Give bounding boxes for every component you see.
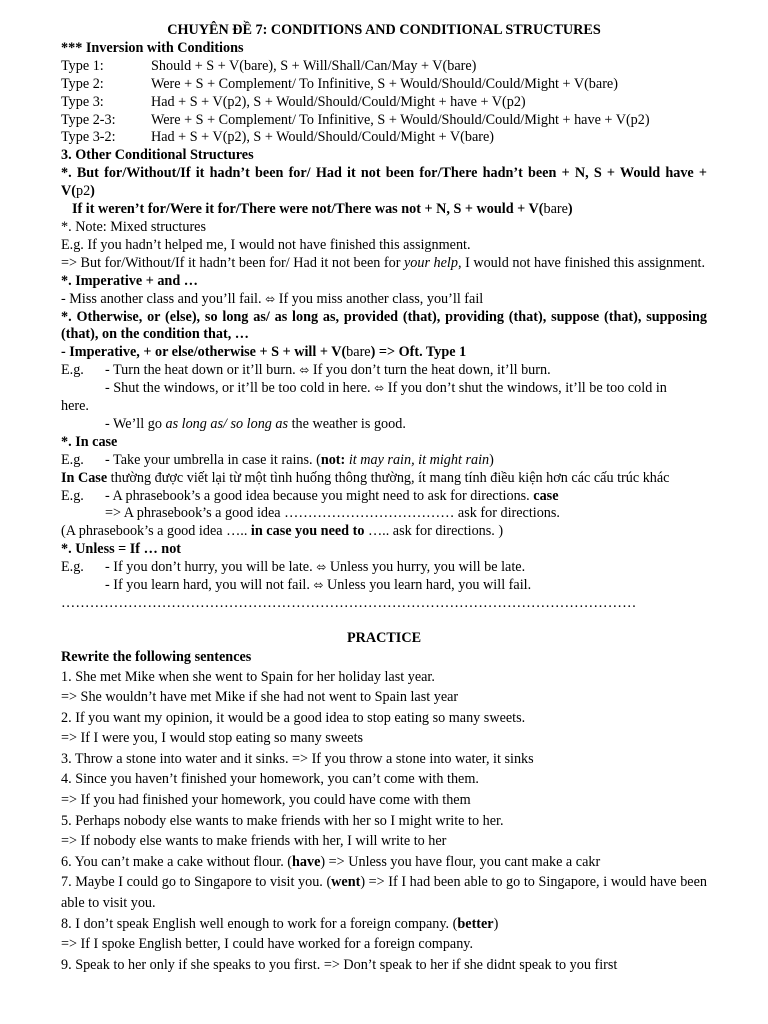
equivalence-arrow-icon: ⬄ bbox=[316, 560, 327, 575]
practice-line: 1. She met Mike when she went to Spain for her holiday last year. bbox=[61, 668, 435, 685]
text: ) => If I had been able to go to Singapore, i would have been able to visit you. bbox=[61, 874, 707, 912]
practice-line: 3. Throw a stone into water and it sinks. => If you throw a stone into water, it sinks bbox=[61, 750, 534, 767]
bold-text: not: bbox=[320, 451, 346, 468]
practice-section bbox=[61, 628, 707, 975]
type-formula: Had + S + V(p2), S + Would/Should/Could/Might + V(bare) bbox=[151, 129, 494, 146]
formula-text: If it weren’t for/Were it for/There were not/There was not + N, S + would + V( bbox=[72, 201, 544, 218]
example-line bbox=[61, 452, 707, 470]
text: - If you don’t hurry, you will be late. bbox=[105, 559, 317, 576]
bold-text: in case you need to bbox=[250, 523, 365, 540]
text: 7. Maybe I could go to Singapore to visit you. ( bbox=[61, 874, 332, 891]
type-formula: Were + S + Complement/ To Infinitive, S + Would/Should/Could/Might + V(bare) bbox=[151, 75, 618, 92]
otherwise-formula bbox=[61, 344, 707, 362]
text: ) bbox=[489, 451, 494, 468]
bold-text: In Case bbox=[61, 469, 108, 486]
text: 8. I don’t speak English well enough to work for a foreign company. ( bbox=[61, 915, 458, 932]
imperative-heading: *. Imperative + and … bbox=[61, 272, 198, 289]
text: - Turn the heat down or it’ll burn. bbox=[105, 362, 300, 379]
example-line: E.g. If you hadn’t helped me, I would not have finished this assignment. bbox=[61, 236, 471, 253]
text: Unless you hurry, you will be late. bbox=[326, 559, 526, 576]
text: the weather is good. bbox=[288, 415, 406, 432]
type-formula: Should + S + V(bare), S + Will/Shall/Can/May + V(bare) bbox=[151, 57, 477, 74]
type-label: Type 3-2: bbox=[61, 129, 116, 146]
italic-text: it may rain, it might rain bbox=[345, 451, 490, 468]
text: 6. You can’t make a cake without flour. ( bbox=[61, 853, 293, 870]
type-row bbox=[61, 94, 707, 112]
formula-text: *. But for/Without/If it hadn’t been for/ Had it not been for/There hadn’t been + N, S + Would have + V( bbox=[61, 165, 707, 200]
practice-instruction: Rewrite the following sentences bbox=[61, 648, 252, 665]
incase-heading: *. In case bbox=[61, 433, 118, 450]
document-body bbox=[61, 22, 707, 613]
text: bare bbox=[346, 344, 371, 361]
text: (A phrasebook’s a good idea ….. bbox=[61, 523, 251, 540]
note-line: *. Note: Mixed structures bbox=[61, 218, 206, 235]
bold-text: case bbox=[533, 487, 559, 504]
practice-heading: PRACTICE bbox=[346, 630, 422, 646]
example-line bbox=[61, 523, 707, 541]
text: Unless you learn hard, you will fail. bbox=[323, 577, 532, 594]
practice-line: => If I spoke English better, I could have worked for a foreign company. bbox=[61, 936, 474, 953]
example-line bbox=[61, 380, 707, 398]
text: - Shut the windows, or it’ll be too cold in here. bbox=[105, 380, 375, 397]
text: - Take your umbrella in case it rains. ( bbox=[105, 451, 321, 468]
section-heading: 3. Other Conditional Structures bbox=[61, 147, 254, 164]
text: thường được viết lại từ một tình huống thông thường, ít mang tính điều kiện hơn các cấu trúc khác bbox=[107, 469, 670, 486]
bold-text: better bbox=[457, 915, 494, 932]
text: - Imperative, + or else/otherwise + S + will + V( bbox=[61, 344, 347, 361]
unless-heading: *. Unless = If … not bbox=[61, 541, 182, 558]
but-for-formula bbox=[61, 165, 707, 201]
text: If you don’t shut the windows, it’ll be too cold in bbox=[384, 380, 667, 397]
if-it-werent-formula bbox=[61, 201, 707, 219]
text: => But for/Without/If it hadn’t been for/ Had it not been for bbox=[61, 254, 404, 271]
eg-label: E.g. bbox=[61, 487, 84, 504]
example-line bbox=[61, 416, 707, 434]
text: If you miss another class, you’ll fail bbox=[275, 290, 484, 307]
practice-line: => If I were you, I would stop eating so many sweets bbox=[61, 730, 364, 747]
practice-line: 4. Since you haven’t finished your homework, you can’t come with them. bbox=[61, 771, 479, 788]
type-row bbox=[61, 76, 707, 94]
example-line bbox=[61, 577, 707, 595]
practice-line: 9. Speak to her only if she speaks to you first. => Don’t speak to her if she didnt speak to you first bbox=[61, 956, 618, 973]
incase-note bbox=[61, 470, 707, 488]
practice-line bbox=[61, 914, 707, 935]
type-row bbox=[61, 58, 707, 76]
eg-label: E.g. bbox=[61, 559, 84, 576]
practice-line: => She wouldn’t have met Mike if she had not went to Spain last year bbox=[61, 689, 459, 706]
bold-text: have bbox=[292, 853, 321, 870]
formula-p2: p2 bbox=[75, 183, 91, 200]
formula-paren: ) bbox=[567, 201, 573, 218]
text: , I would not have finished this assignment. bbox=[457, 254, 706, 271]
example-line bbox=[61, 362, 707, 380]
italic-text: your help bbox=[403, 254, 458, 271]
practice-line: 2. If you want my opinion, it would be a good idea to stop eating so many sweets. bbox=[61, 709, 526, 726]
practice-line: 5. Perhaps nobody else wants to make friends with her so I might write to her. bbox=[61, 812, 504, 829]
practice-line: => If nobody else wants to make friends with her, I will write to her bbox=[61, 833, 447, 850]
formula-paren: ) bbox=[90, 183, 95, 200]
practice-line bbox=[61, 852, 707, 873]
example-line: => A phrasebook’s a good idea ……………………………… ask for directions. bbox=[105, 505, 560, 522]
eg-label: E.g. bbox=[61, 451, 84, 468]
eg-label: E.g. bbox=[61, 362, 84, 379]
type-formula: Had + S + V(p2), S + Would/Should/Could/Might + have + V(p2) bbox=[151, 93, 526, 110]
type-row bbox=[61, 112, 707, 130]
equivalence-arrow-icon: ⬄ bbox=[374, 381, 385, 396]
text: ) bbox=[493, 915, 499, 932]
text: - We’ll go bbox=[105, 415, 166, 432]
equivalence-arrow-icon: ⬄ bbox=[265, 291, 276, 306]
inversion-heading: *** Inversion with Conditions bbox=[61, 39, 244, 56]
example-line bbox=[61, 559, 707, 577]
example-continuation: here. bbox=[61, 398, 89, 415]
italic-text: as long as/ so long as bbox=[165, 415, 289, 432]
type-row bbox=[61, 129, 707, 147]
type-label: Type 2-3: bbox=[61, 111, 116, 128]
example-line bbox=[61, 488, 707, 506]
equivalence-arrow-icon: ⬄ bbox=[313, 578, 324, 593]
text: If you don’t turn the heat down, it’ll burn. bbox=[309, 362, 551, 379]
text: - A phrasebook’s a good idea because you might need to ask for directions. bbox=[105, 487, 534, 504]
text: - Miss another class and you’ll fail. bbox=[61, 290, 266, 307]
type-label: Type 2: bbox=[61, 75, 104, 92]
dotted-separator: ………………………………………………………………………………………………………… bbox=[61, 595, 637, 611]
practice-line: => If you had finished your homework, you could have come with them bbox=[61, 792, 471, 809]
text: ….. ask for directions. ) bbox=[364, 523, 504, 540]
text: ) => Oft. Type 1 bbox=[370, 344, 467, 361]
type-formula: Were + S + Complement/ To Infinitive, S + Would/Should/Could/Might + have + V(p2) bbox=[151, 111, 650, 128]
example-rewrite bbox=[61, 255, 707, 273]
text: ) => Unless you have flour, you cant make a cakr bbox=[320, 853, 601, 870]
type-label: Type 1: bbox=[61, 57, 104, 74]
type-label: Type 3: bbox=[61, 93, 104, 110]
text: - If you learn hard, you will not fail. bbox=[105, 577, 314, 594]
equivalence-arrow-icon: ⬄ bbox=[299, 363, 310, 378]
page-title: CHUYÊN ĐỀ 7: CONDITIONS AND CONDITIONAL STRUCTURES bbox=[167, 22, 601, 38]
imperative-example bbox=[61, 291, 707, 309]
practice-line bbox=[61, 872, 707, 913]
formula-bare: bare bbox=[543, 201, 568, 218]
bold-text: went bbox=[331, 874, 361, 891]
otherwise-heading: *. Otherwise, or (else), so long as/ as long as, provided (that), providing (that), suppose (that), supposing (that), on the condition that, … bbox=[61, 308, 707, 343]
